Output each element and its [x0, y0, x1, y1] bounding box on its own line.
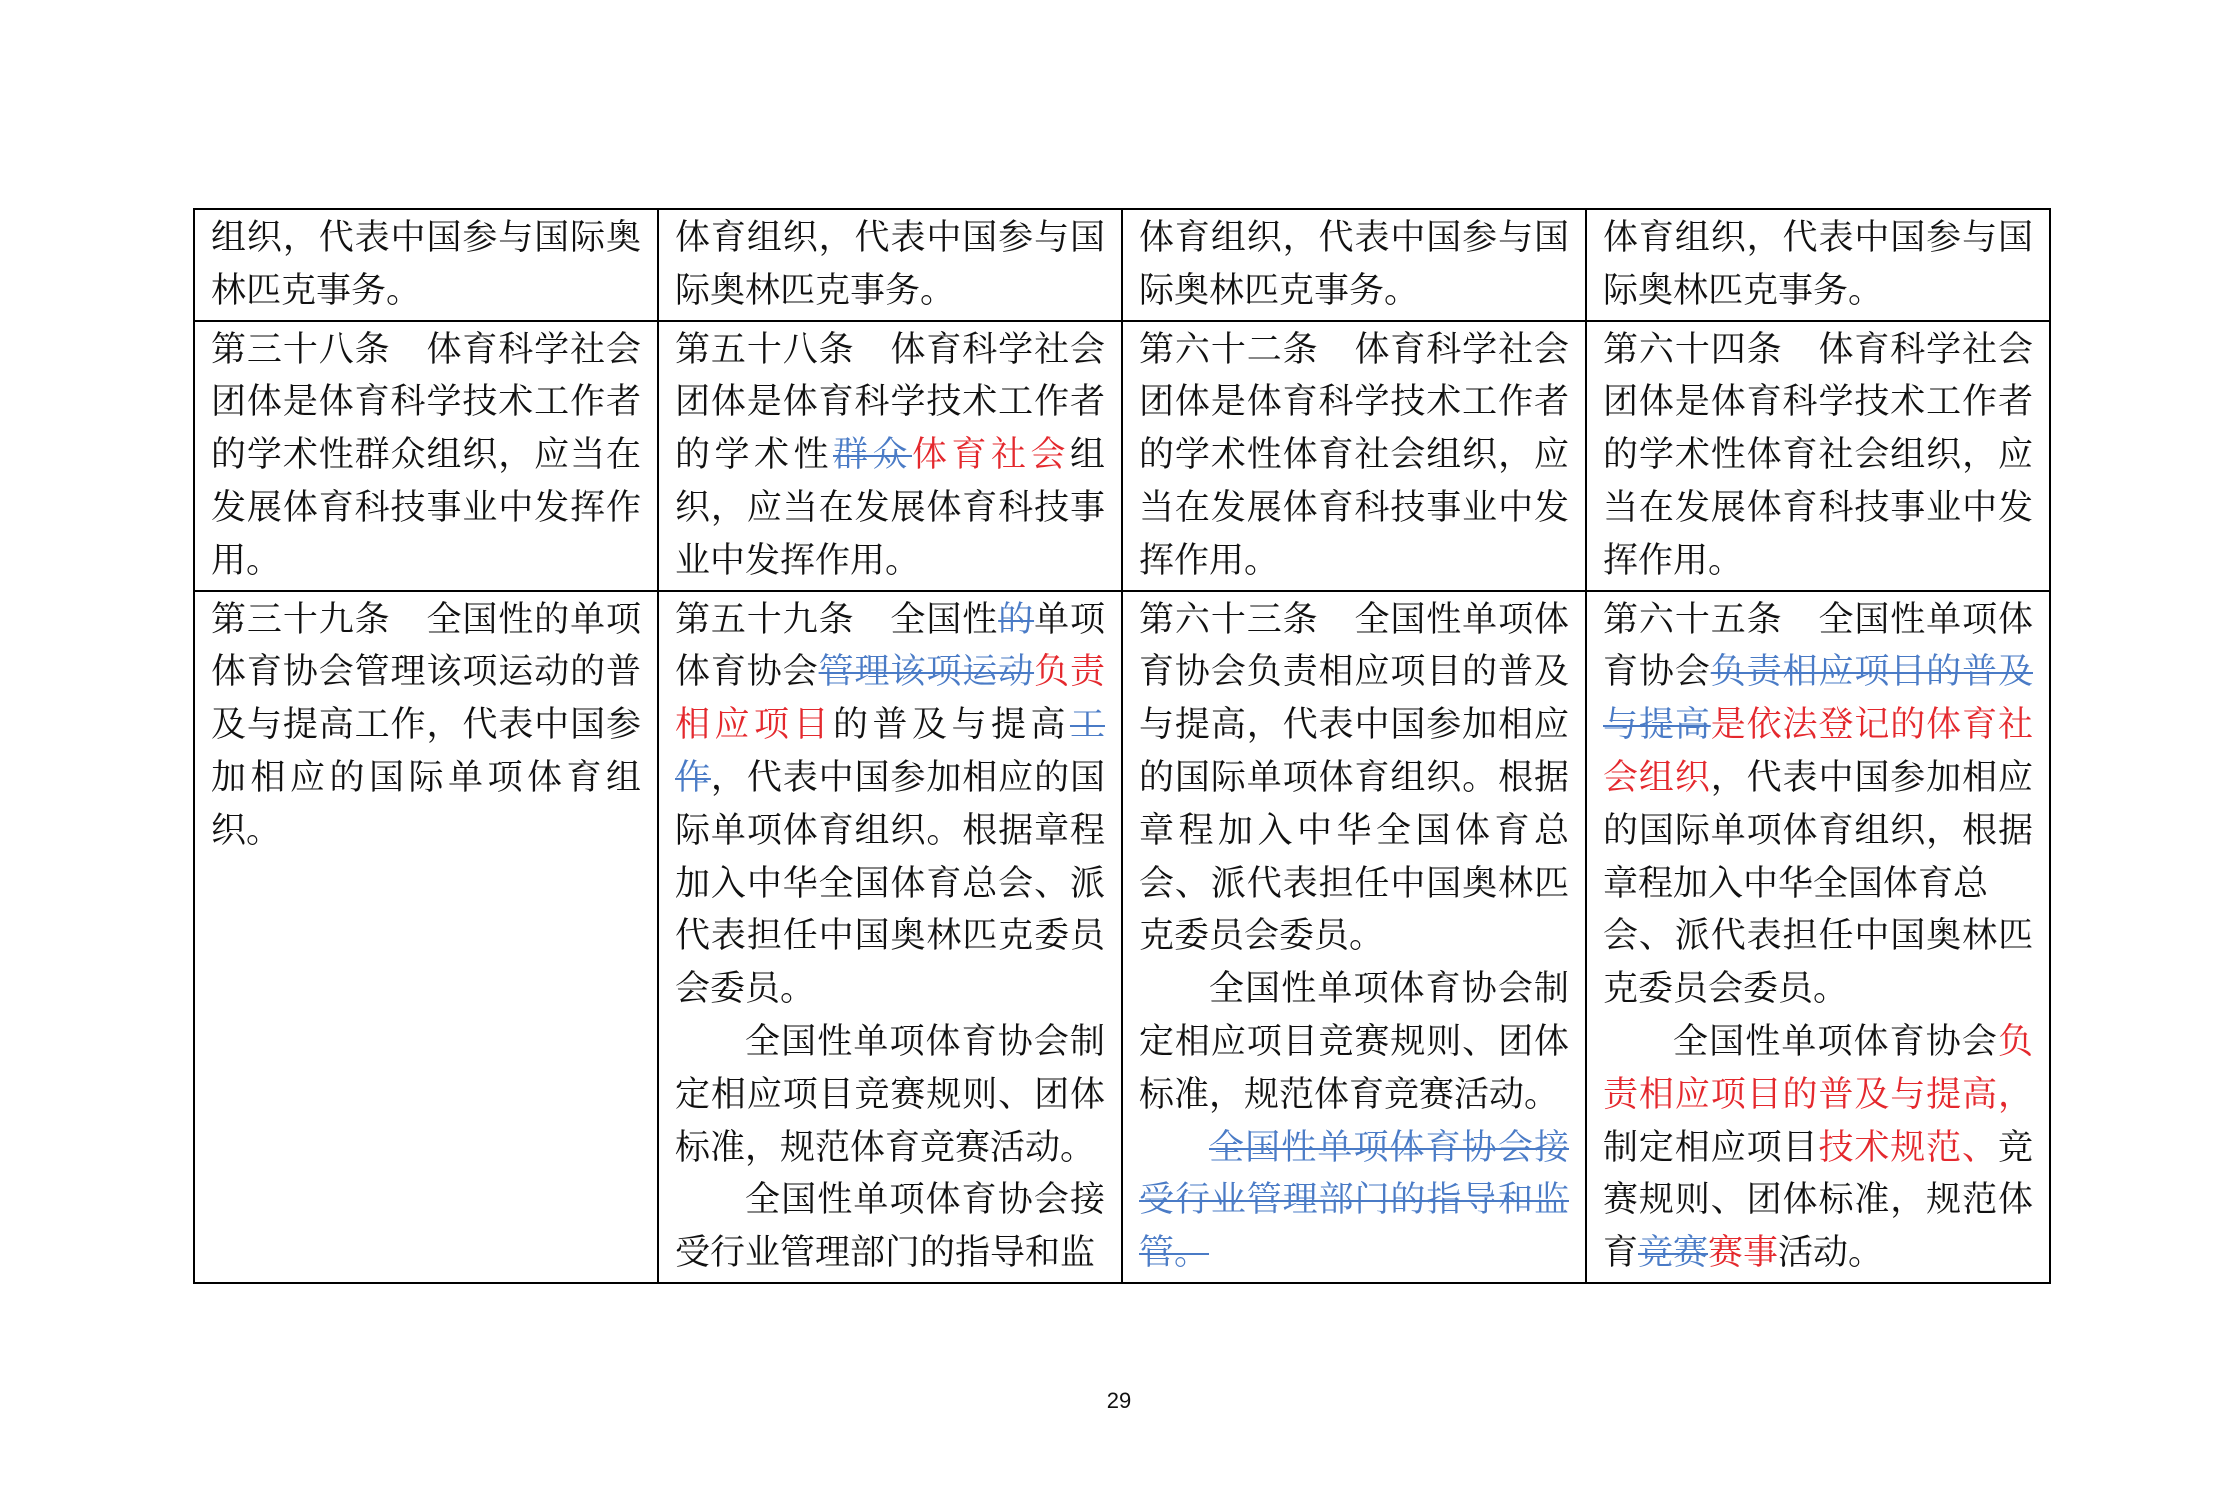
- inserted-text: 负: [1997, 1021, 2033, 1062]
- text-line: [1139, 1016, 1569, 1069]
- text-run: 育: [1603, 1233, 1639, 1274]
- text-run: 团体是体育科学技术工作者: [1139, 382, 1569, 423]
- text-run: 组: [1069, 435, 1105, 476]
- text-line: [211, 482, 641, 535]
- table-cell: [1586, 321, 2050, 591]
- table-cell: [658, 591, 1122, 1283]
- paragraph: [1139, 1122, 1569, 1280]
- inserted-text: 技术规范、: [1818, 1127, 1998, 1168]
- text-line: [675, 535, 1105, 588]
- paragraph: [1603, 324, 2033, 588]
- text-line: [1603, 482, 2033, 535]
- text-line: [1603, 805, 2033, 858]
- text-run: 体育组织，代表中国参与国: [1603, 218, 2033, 258]
- text-run: 受行业管理部门的指导和监: [675, 1233, 1096, 1274]
- text-run: 第六十五条 全国性单项体: [1603, 599, 2033, 640]
- text-line: [1139, 1174, 1569, 1227]
- text-run: 际奥林匹克事务。: [675, 270, 956, 311]
- deleted-text: 作: [675, 757, 711, 798]
- text-run: 林匹克事务。: [211, 270, 422, 311]
- deleted-text: 管理该项运动: [818, 652, 1035, 693]
- paragraph: [675, 324, 1105, 588]
- text-line: [675, 646, 1105, 699]
- deleted-text: 的: [998, 599, 1035, 640]
- text-line: [1139, 265, 1569, 318]
- text-line: [675, 858, 1105, 911]
- text-run: 章程加入中华全国体育总: [1603, 863, 1989, 904]
- text-run: 会、派代表担任中国奥林匹: [1139, 863, 1569, 904]
- text-line: [211, 752, 641, 805]
- text-run: 第五十八条 体育科学社会: [675, 329, 1105, 370]
- text-line: [1139, 535, 1569, 588]
- paragraph: [1603, 212, 2033, 318]
- text-run: 克委员会委员。: [1603, 969, 1849, 1010]
- text-run: 发展体育科技事业中发挥作: [211, 487, 641, 528]
- text-run: 会、派代表担任中国奥林匹: [1603, 916, 2033, 957]
- text-run: 代表担任中国奥林匹克委员: [675, 916, 1105, 957]
- table-cell: [658, 209, 1122, 321]
- text-run: 团体是体育科学技术工作者: [1603, 382, 2033, 423]
- text-line: [211, 805, 641, 858]
- paragraph: [675, 212, 1105, 318]
- table-body: [194, 209, 2050, 1283]
- paragraph: [675, 1174, 1105, 1280]
- text-line: [675, 212, 1105, 265]
- text-line: [1603, 646, 2033, 699]
- deleted-text: 负责相应项目的普及: [1710, 652, 2033, 693]
- text-line: [1603, 265, 2033, 318]
- text-run: 体育组织，代表中国参与国: [1139, 218, 1569, 258]
- text-run: 挥作用。: [1139, 540, 1280, 581]
- text-line: [1139, 212, 1569, 265]
- text-run: 定相应项目竞赛规则、团体: [1139, 1021, 1569, 1062]
- text-line: [675, 805, 1105, 858]
- text-run: 组织，代表中国参与国际奥: [211, 218, 641, 258]
- text-run: 加相应的国际单项体育组: [211, 757, 641, 798]
- text-run: ，代表中国参加相应的国: [710, 757, 1105, 798]
- text-line: [1603, 212, 2033, 265]
- text-run: 定相应项目竞赛规则、团体: [675, 1074, 1105, 1115]
- deleted-text: 受行业管理部门的指导和监: [1139, 1180, 1569, 1221]
- deleted-text: 与提高: [1603, 705, 1711, 746]
- text-run: 体育协会管理该项运动的普: [211, 652, 641, 693]
- text-line: [1603, 1227, 2033, 1280]
- text-line: [1139, 1227, 1569, 1280]
- text-run: 育协会负责相应项目的普及: [1139, 652, 1569, 693]
- paragraph: [1139, 212, 1569, 318]
- text-line: [1139, 429, 1569, 482]
- paragraph: [211, 324, 641, 588]
- inserted-text: 赛事: [1708, 1233, 1779, 1274]
- text-run: 团体是体育科学技术工作者: [211, 382, 641, 423]
- text-line: [1603, 963, 2033, 1016]
- deleted-text: 工: [1069, 705, 1105, 746]
- text-run: 赛规则、团体标准，规范体: [1603, 1180, 2033, 1221]
- text-run: 的普及与提高: [832, 705, 1070, 746]
- text-line: [675, 324, 1105, 377]
- paragraph: [1139, 594, 1569, 964]
- text-line: [1603, 1069, 2033, 1122]
- text-run: 第六十四条 体育科学社会: [1603, 329, 2033, 370]
- text-line: [1139, 324, 1569, 377]
- text-line: [1603, 1174, 2033, 1227]
- text-run: 体育协会: [675, 652, 819, 693]
- text-run: 第三十八条 体育科学社会: [211, 329, 641, 370]
- text-line: [1139, 963, 1569, 1016]
- text-run: 全国性单项体育协会: [1673, 1021, 1998, 1062]
- deleted-text: 管。: [1139, 1233, 1210, 1274]
- text-run: 克委员会委员。: [1139, 916, 1385, 957]
- text-run: 际奥林匹克事务。: [1139, 270, 1420, 311]
- text-run: 与提高，代表中国参加相应: [1139, 705, 1569, 746]
- table-cell: [1122, 321, 1586, 591]
- text-line: [1139, 805, 1569, 858]
- table-cell: [658, 321, 1122, 591]
- text-run: 第五十九条 全国性: [675, 599, 999, 640]
- paragraph: [675, 1016, 1105, 1174]
- text-line: [1139, 699, 1569, 752]
- text-run: 标准，规范体育竞赛活动。: [1139, 1074, 1560, 1115]
- text-run: 单项: [1034, 599, 1105, 640]
- paragraph: [1603, 1016, 2033, 1280]
- text-run: 章程加入中华全国体育总: [1139, 810, 1569, 851]
- text-run: 第六十三条 全国性单项体: [1139, 599, 1569, 640]
- paragraph: [675, 594, 1105, 1016]
- text-line: [211, 699, 641, 752]
- text-run: 的国际单项体育组织，根据: [1603, 810, 2033, 851]
- deleted-text: 群众: [832, 435, 912, 476]
- text-run: 业中发挥作用。: [675, 540, 921, 581]
- text-line: [211, 646, 641, 699]
- inserted-text: 是依法登记的体育社: [1710, 705, 2033, 746]
- text-run: 织。: [211, 810, 282, 851]
- text-line: [675, 1174, 1105, 1227]
- page-number: 29: [1106, 1388, 1132, 1413]
- text-run: 制定相应项目: [1603, 1127, 1819, 1168]
- text-run: 全国性单项体育协会制: [745, 1021, 1105, 1062]
- table-cell: [1586, 591, 2050, 1283]
- text-line: [675, 910, 1105, 963]
- paragraph: [211, 212, 641, 318]
- table-cell: [1122, 209, 1586, 321]
- paragraph: [211, 594, 641, 858]
- text-line: [1139, 482, 1569, 535]
- text-line: [1603, 910, 2033, 963]
- revision-comparison-table: [193, 208, 2051, 1284]
- text-line: [675, 752, 1105, 805]
- paragraph: [1139, 324, 1569, 588]
- text-line: [211, 429, 641, 482]
- text-run: 挥作用。: [1603, 540, 1744, 581]
- text-run: 的学术性群众组织，应当在: [211, 435, 641, 476]
- text-run: 际奥林匹克事务。: [1603, 270, 1884, 311]
- text-line: [675, 429, 1105, 482]
- text-line: [1603, 858, 2033, 911]
- text-line: [1603, 535, 2033, 588]
- text-run: 当在发展体育科技事业中发: [1603, 487, 2033, 528]
- inserted-text: 责相应项目的普及与提高，: [1603, 1074, 2033, 1115]
- text-line: [211, 265, 641, 318]
- table-cell: [1122, 591, 1586, 1283]
- text-line: [1139, 1069, 1569, 1122]
- table-cell: [1586, 209, 2050, 321]
- inserted-text: 相应项目: [675, 705, 833, 746]
- text-line: [675, 1122, 1105, 1175]
- text-line: [1139, 1122, 1569, 1175]
- text-line: [1139, 752, 1569, 805]
- text-run: 当在发展体育科技事业中发: [1139, 487, 1569, 528]
- text-run: 体育组织，代表中国参与国: [675, 218, 1105, 258]
- text-line: [1603, 1016, 2033, 1069]
- text-line: [211, 376, 641, 429]
- paragraph: [1139, 963, 1569, 1121]
- text-line: [675, 699, 1105, 752]
- table-row: [194, 591, 2050, 1283]
- text-run: 第三十九条 全国性的单项: [211, 599, 641, 640]
- text-line: [1603, 1122, 2033, 1175]
- text-line: [211, 212, 641, 265]
- text-run: 际单项体育组织。根据章程: [675, 810, 1105, 851]
- text-run: 全国性单项体育协会接: [745, 1180, 1105, 1221]
- text-run: 全国性单项体育协会制: [1209, 969, 1569, 1010]
- text-line: [1603, 699, 2033, 752]
- inserted-text: 负责: [1034, 652, 1105, 693]
- text-line: [675, 265, 1105, 318]
- text-line: [675, 594, 1105, 647]
- inserted-text: 体育社会: [911, 435, 1070, 476]
- text-run: 标准，规范体育竞赛活动。: [675, 1127, 1096, 1168]
- deleted-text: 竞赛: [1638, 1233, 1709, 1274]
- inserted-text: 会组织: [1603, 757, 1711, 798]
- text-run: 用。: [211, 540, 282, 581]
- text-line: [1139, 858, 1569, 911]
- text-line: [675, 482, 1105, 535]
- text-run: 竞: [1997, 1127, 2033, 1168]
- text-run: 及与提高工作，代表中国参: [211, 705, 641, 746]
- text-line: [1603, 324, 2033, 377]
- text-run: 加入中华全国体育总会、派: [675, 863, 1105, 904]
- table-row: [194, 321, 2050, 591]
- text-line: [1139, 910, 1569, 963]
- text-line: [1603, 752, 2033, 805]
- deleted-text: 全国性单项体育协会接: [1209, 1127, 1569, 1168]
- text-run: 的学术性体育社会组织，应: [1139, 435, 1569, 476]
- table-cell: [194, 321, 658, 591]
- text-line: [1139, 594, 1569, 647]
- text-run: 会委员。: [675, 969, 816, 1010]
- text-line: [1139, 376, 1569, 429]
- text-run: 第六十二条 体育科学社会: [1139, 329, 1569, 370]
- text-run: 的国际单项体育组织。根据: [1139, 757, 1569, 798]
- table-cell: [194, 591, 658, 1283]
- text-line: [675, 1227, 1105, 1280]
- text-run: 团体是体育科学技术工作者: [675, 382, 1105, 423]
- text-run: 织，应当在发展体育科技事: [675, 487, 1105, 528]
- text-line: [1603, 376, 2033, 429]
- text-line: [675, 376, 1105, 429]
- text-run: 的学术性体育社会组织，应: [1603, 435, 2033, 476]
- text-line: [675, 1069, 1105, 1122]
- table-row: [194, 209, 2050, 321]
- text-line: [675, 1016, 1105, 1069]
- text-line: [1603, 594, 2033, 647]
- text-line: [1603, 429, 2033, 482]
- text-line: [211, 324, 641, 377]
- text-line: [1139, 646, 1569, 699]
- text-line: [211, 535, 641, 588]
- paragraph: [1603, 594, 2033, 1016]
- text-run: 活动。: [1778, 1233, 1884, 1274]
- table-cell: [194, 209, 658, 321]
- text-run: 的学术性: [675, 435, 833, 476]
- text-run: ，代表中国参加相应: [1710, 757, 2033, 798]
- text-line: [675, 963, 1105, 1016]
- text-line: [211, 594, 641, 647]
- text-run: 育协会: [1603, 652, 1711, 693]
